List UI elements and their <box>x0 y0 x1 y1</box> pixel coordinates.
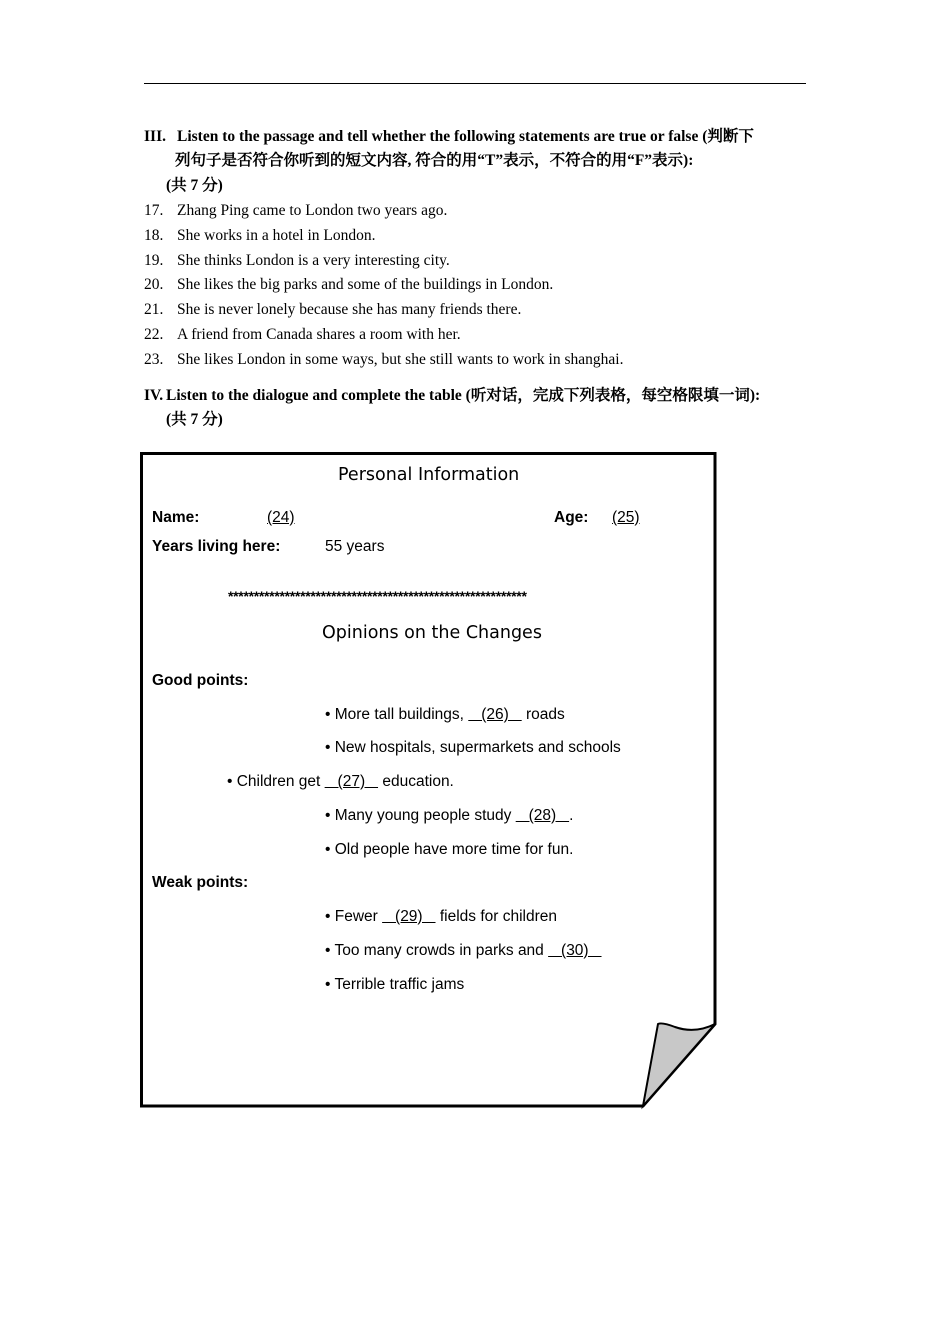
name-label: Name: <box>152 509 200 526</box>
weak-point-item <box>325 907 557 927</box>
statement-item <box>144 225 375 247</box>
weak-point-item <box>325 941 602 961</box>
statement-text: She likes London in some ways, but she still wants to work in shanghai. <box>177 351 624 368</box>
statement-number: 18. <box>144 227 164 244</box>
statement-text: She is never lonely because she has many friends there. <box>177 301 522 318</box>
section-3-line3: (共 7 分) <box>166 177 223 194</box>
good-point-item <box>227 772 454 792</box>
name-blank: (24) <box>267 509 295 526</box>
blank-26: (26) <box>468 706 522 723</box>
good-point-text: . <box>569 807 574 824</box>
good-point-text: roads <box>521 706 565 723</box>
section-3-line1: Listen to the passage and tell whether the following statements are true or false (判断下 <box>177 128 754 145</box>
statement-item <box>144 324 461 346</box>
good-points-label: Good points: <box>152 672 249 689</box>
good-point-text: education. <box>378 773 454 790</box>
header-rule <box>144 83 806 84</box>
statement-text: She thinks London is a very interesting city. <box>177 252 450 269</box>
weak-point-text: • Too many crowds in parks and <box>325 942 549 959</box>
statement-text: She works in a hotel in London. <box>177 227 376 244</box>
statement-number: 23. <box>144 351 164 368</box>
blank-27: (27) <box>324 773 379 790</box>
statement-text: She likes the big parks and some of the buildings in London. <box>177 276 554 293</box>
age-label: Age: <box>554 509 589 526</box>
section-4-line1: Listen to the dialogue and complete the table (听对话，完成下列表格，每空格限填一词): <box>166 387 761 404</box>
section-4-heading <box>144 384 760 408</box>
card-title: Personal Information <box>338 465 520 485</box>
personal-info-card <box>140 452 716 1106</box>
statement-item <box>144 299 521 321</box>
statement-number: 17. <box>144 202 164 219</box>
section-4-line2: (共 7 分) <box>166 411 223 428</box>
blank-30: (30) <box>548 942 602 959</box>
statement-number: 19. <box>144 252 164 269</box>
age-blank: (25) <box>612 509 640 526</box>
card-subtitle: Opinions on the Changes <box>322 623 542 643</box>
good-point-text: • Children get <box>227 773 325 790</box>
section-3-line2: 列句子是否符合你听到的短文内容, 符合的用“T”表示，不符合的用“F”表示): <box>175 152 694 169</box>
statement-item <box>144 349 623 371</box>
years-value: 55 years <box>325 538 385 555</box>
good-point-item <box>325 705 565 725</box>
section-3-number: III. <box>144 128 166 145</box>
blank-28: (28) <box>515 807 570 824</box>
section-4-number: IV. <box>144 387 164 404</box>
years-label: Years living here: <box>152 538 281 555</box>
weak-point-text: • Fewer <box>325 908 383 925</box>
good-point-item: • New hospitals, supermarkets and schools <box>325 739 621 756</box>
statement-number: 21. <box>144 301 164 318</box>
statement-item <box>144 274 553 296</box>
good-point-item <box>325 806 573 826</box>
good-point-item: • Old people have more time for fun. <box>325 841 574 858</box>
weak-point-item: • Terrible traffic jams <box>325 976 465 993</box>
weak-points-label: Weak points: <box>152 874 249 891</box>
statement-item <box>144 250 450 272</box>
statement-text: Zhang Ping came to London two years ago. <box>177 202 448 219</box>
blank-29: (29) <box>382 908 436 925</box>
good-point-text: • Many young people study <box>325 807 516 824</box>
good-point-text: • More tall buildings, <box>325 706 469 723</box>
star-divider: ********************************************************** <box>228 588 527 604</box>
statement-number: 20. <box>144 276 164 293</box>
statement-number: 22. <box>144 326 164 343</box>
section-3-heading <box>144 125 754 149</box>
weak-point-text: fields for children <box>435 908 557 925</box>
statement-item <box>144 200 447 222</box>
statement-text: A friend from Canada shares a room with her. <box>177 326 461 343</box>
